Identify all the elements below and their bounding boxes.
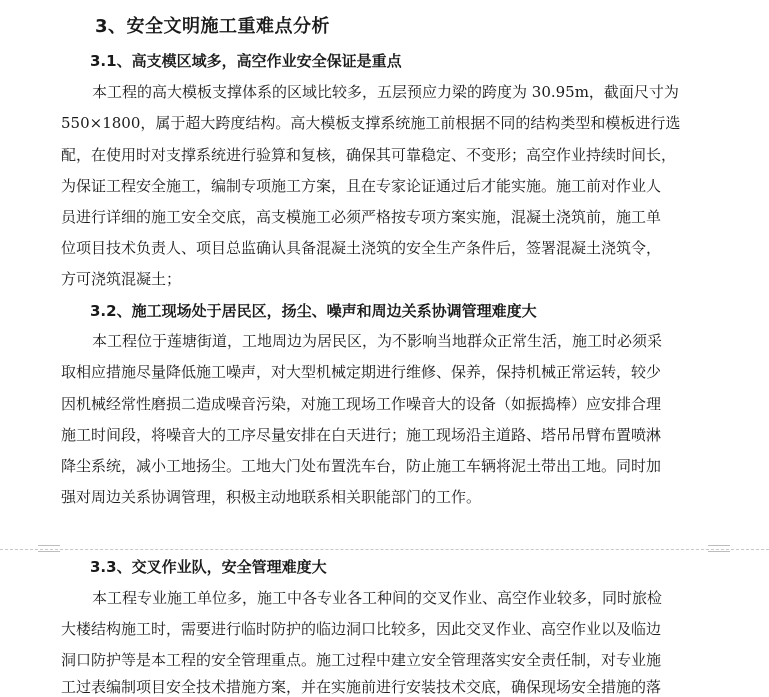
paragraph-line: 员进行详细的施工安全交底，高支模施工必须严格按专项方案实施，混凝土浇筑前，施工单 [61,208,662,226]
page-corner-mark-right [708,545,730,552]
paragraph-line: 位项目技术负责人、项目总监确认具备混凝土浇筑的安全生产条件后，签署混凝土浇筑令， [61,239,662,257]
paragraph-line: 工过表编制项目安全技术措施方案，并在实施前进行安装技术交底，确保现场安全措施的落 [61,678,662,696]
paragraph-line: 取相应措施尽量降低施工噪声，对大型机械定期进行维修、保养，保持机械正常运转，较少 [61,363,662,381]
page-break-separator [0,549,769,551]
page-corner-mark-left [38,545,60,552]
paragraph-line: 为保证工程安全施工，编制专项施工方案，且在专家论证通过后才能实施。施工前对作业人 [61,177,662,195]
paragraph-line: 550×1800，属于超大跨度结构。高大模板支撑系统施工前根据不同的结构类型和模板进行选 [61,114,681,132]
paragraph-line: 本工程专业施工单位多，施工中各专业各工种间的交叉作业、高空作业较多，同时旅检 [92,589,663,607]
paragraph-line: 配，在使用时对支撑系统进行验算和复核，确保其可靠稳定、不变形；高空作业持续时间长， [61,146,677,164]
paragraph-line: 本工程位于莲塘街道，工地周边为居民区，为不影响当地群众正常生活，施工时必须采 [92,332,663,350]
paragraph-line: 方可浇筑混凝土； [61,270,182,288]
paragraph-line: 大楼结构施工时，需要进行临时防护的临边洞口比较多，因此交叉作业、高空作业以及临边 [61,620,662,638]
section-title: 3、安全文明施工重难点分析 [95,16,331,37]
paragraph-line: 本工程的高大模板支撑体系的区域比较多，五层预应力梁的跨度为 30.95m，截面尺寸为 [92,83,679,101]
paragraph-line: 因机械经常性磨损二造成噪音污染，对施工现场工作噪音大的设备（如振捣棒）应安排合理 [61,395,662,413]
paragraph-line: 强对周边关系协调管理，积极主动地联系相关职能部门的工作。 [61,488,482,506]
paragraph-line: 降尘系统，减小工地扬尘。工地大门处布置洗车台，防止施工车辆将泥土带出工地。同时加 [61,457,662,475]
subsection-3-1-heading: 3.1、高支模区域多，高空作业安全保证是重点 [90,52,402,70]
paragraph-line: 洞口防护等是本工程的安全管理重点。施工过程中建立安全管理落实安全责任制，对专业施 [61,651,662,669]
paragraph-line: 施工时间段，将噪音大的工序尽量安排在白天进行；施工现场沿主道路、塔吊吊臂布置喷淋 [61,426,662,444]
subsection-3-3-heading: 3.3、交叉作业队，安全管理难度大 [90,558,327,576]
subsection-3-2-heading: 3.2、施工现场处于居民区，扬尘、噪声和周边关系协调管理难度大 [90,302,537,320]
